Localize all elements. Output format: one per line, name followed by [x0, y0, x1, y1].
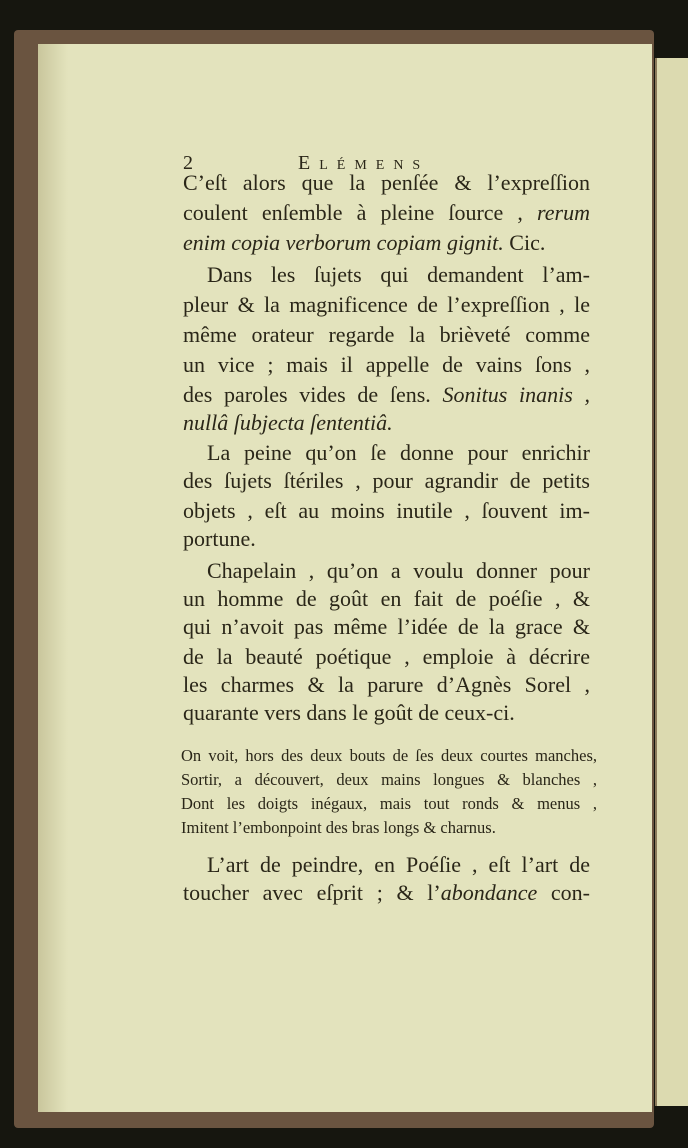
text-span: qui n’avoit pas même l’idée de la grace &: [183, 614, 590, 639]
italic-span: Sonitus inanis ,: [442, 382, 590, 407]
text-span: portune.: [183, 526, 256, 551]
text-line: [183, 322, 590, 348]
text-span: objets , eſt au moins inutile , ſouvent im-: [183, 498, 590, 523]
page-number: 2: [183, 152, 193, 174]
text-line: [183, 558, 590, 584]
text-line: [183, 526, 590, 552]
text-line: [183, 410, 590, 436]
text-line: [183, 170, 590, 196]
text-line: [183, 292, 590, 318]
text-span: Chapelain , qu’on a voulu donner pour: [207, 558, 590, 583]
text-line: [183, 498, 590, 524]
text-line: L’art de peindre, en Poéſie , eſt l’art de: [207, 852, 590, 877]
verse-line: Imitent l’embonpoint des bras longs & charnus.: [181, 818, 496, 837]
text-span: même orateur regarde la brièveté comme: [183, 322, 590, 347]
italic-span: abondance: [440, 880, 538, 905]
text-span: de la beauté poétique , emploie à décrire: [183, 644, 590, 669]
text-span: toucher avec eſprit ; & l’: [183, 880, 441, 905]
text-span: pleur & la magnificence de l’expreſſion , le: [183, 292, 590, 317]
verse-line: Dont les doigts inégaux, mais tout ronds & menus ,: [181, 794, 597, 813]
running-title: Elémens: [298, 152, 430, 174]
italic-span: nullâ ſubjecta ſententiâ.: [183, 410, 393, 435]
text-line: [183, 880, 590, 906]
text-line: [183, 230, 590, 256]
text-line: [183, 440, 590, 466]
verse-line: Sortir, a découvert, deux mains longues & blanches ,: [181, 770, 597, 789]
text-span: les charmes & la parure d’Agnès Sorel ,: [183, 672, 590, 697]
text-line: [183, 672, 590, 698]
verse-line: On voit, hors des deux bouts de ſes deux courtes manches,: [181, 746, 597, 765]
text-span: Dans les ſujets qui demandent l’am-: [207, 262, 590, 287]
text-span: quarante vers dans le goût de ceux-ci.: [183, 700, 515, 725]
text-line: [183, 586, 590, 612]
text-span: des ſujets ſtériles , pour agrandir de petits: [183, 468, 590, 493]
text-line: [183, 200, 590, 226]
text-line: [183, 352, 590, 378]
text-line: [183, 700, 590, 726]
text-span: Cic.: [503, 230, 546, 255]
text-span: con-: [537, 880, 590, 905]
text-span: coulent enſemble à pleine ſource ,: [183, 200, 538, 225]
text-line: [183, 614, 590, 640]
italic-span: enim copia verborum copiam gignit.: [183, 230, 504, 255]
text-span: La peine qu’on ſe donne pour enrichir: [207, 440, 590, 465]
facing-page-edge: [655, 58, 688, 1106]
text-line: [183, 382, 590, 408]
text-span: des paroles vides de ſens.: [183, 382, 443, 407]
italic-span: rerum: [537, 200, 590, 225]
text-span: un homme de goût en fait de poéſie , &: [183, 586, 590, 611]
text-line: [183, 262, 590, 288]
text-line: [183, 468, 590, 494]
text-line: [183, 644, 590, 670]
text-span: C’eſt alors que la penſée & l’expreſſion: [183, 170, 590, 195]
text-span: un vice ; mais il appelle de vains ſons ,: [183, 352, 590, 377]
